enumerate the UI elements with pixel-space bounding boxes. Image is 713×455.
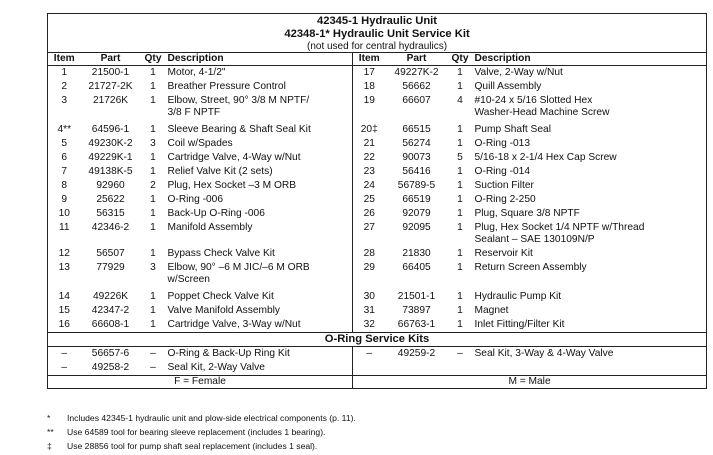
part-number: 66763-1 xyxy=(397,319,436,330)
quantity: 1 xyxy=(150,208,156,219)
item-number: 29 xyxy=(353,261,386,287)
description: Inlet Fitting/Filter Kit xyxy=(474,319,565,330)
quantity: – xyxy=(150,362,156,373)
quantity: 1 xyxy=(457,180,463,191)
quantity: 1 xyxy=(457,319,463,330)
description: 5/16-18 x 2-1/4 Hex Cap Screw xyxy=(474,152,617,163)
footnote-text: Includes 42345-1 hydraulic unit and plow-side electrical components (p. 11). xyxy=(67,413,356,423)
item-number: 21 xyxy=(353,137,386,151)
table-row xyxy=(48,66,707,81)
description: Suction Filter xyxy=(474,180,534,191)
quantity: 5 xyxy=(457,152,463,163)
item-number: 14 xyxy=(58,291,70,302)
quantity: 1 xyxy=(457,305,463,316)
legend-male: M = Male xyxy=(353,376,707,389)
part-number: 56657-6 xyxy=(91,348,130,359)
header-description: Description xyxy=(166,53,353,66)
quantity: – xyxy=(457,348,463,359)
part-number: 49226K xyxy=(92,291,129,302)
part-number: 92960 xyxy=(96,180,125,191)
quantity: 1 xyxy=(150,305,156,316)
item-number: – xyxy=(61,348,68,359)
quantity: 1 xyxy=(457,81,463,92)
item-number: 11 xyxy=(58,222,70,233)
quantity: – xyxy=(150,348,156,359)
item-number: 2 xyxy=(61,81,68,92)
table-row xyxy=(48,165,707,179)
header-description: Description xyxy=(473,53,707,66)
part-number: 49229K-1 xyxy=(88,152,133,163)
title-line-1: 42345-1 Hydraulic Unit xyxy=(317,15,438,27)
item-number: 32 xyxy=(353,318,386,333)
item-number: 13 xyxy=(58,262,70,273)
footnote-mark: * xyxy=(47,413,51,423)
header-qty: Qty xyxy=(141,53,166,66)
description: Manifold Assembly xyxy=(167,222,253,233)
item-number: 23 xyxy=(353,165,386,179)
part-number: 64596-1 xyxy=(91,124,130,135)
part-number: 66519 xyxy=(402,194,431,205)
part-number: 77929 xyxy=(96,262,125,273)
header-part: Part xyxy=(386,53,448,66)
quantity: 1 xyxy=(457,291,463,302)
description: Poppet Check Valve Kit xyxy=(167,291,274,302)
item-number: 16 xyxy=(58,319,70,330)
item-number: 6 xyxy=(61,152,68,163)
footnote-mark: ‡ xyxy=(47,441,52,451)
description: Sleeve Bearing & Shaft Seal Kit xyxy=(167,124,311,135)
item-number: 18 xyxy=(353,80,386,94)
table-row xyxy=(48,247,707,261)
table-title xyxy=(48,14,707,53)
title-line-2: 42348-1* Hydraulic Unit Service Kit xyxy=(284,28,470,40)
table-row xyxy=(48,221,707,247)
part-number: 21501-1 xyxy=(397,291,436,302)
item-number: 20‡ xyxy=(353,120,386,137)
part-number: 49259-2 xyxy=(397,348,436,359)
part-number: 56274 xyxy=(402,138,431,149)
footnote-text: Use 64589 tool for bearing sleeve replacement (includes 1 bearing). xyxy=(67,427,326,437)
part-number: 25622 xyxy=(96,194,125,205)
quantity: 1 xyxy=(150,248,156,259)
quantity: 1 xyxy=(150,124,156,135)
table-row xyxy=(48,120,707,137)
description: Reservoir Kit xyxy=(474,248,533,259)
part-number: 66515 xyxy=(402,124,431,135)
part-number: 92095 xyxy=(402,222,431,233)
header-part: Part xyxy=(81,53,141,66)
table-row xyxy=(48,193,707,207)
quantity: 1 xyxy=(150,95,156,106)
item-number: 22 xyxy=(353,151,386,165)
description: Elbow, 90° –6 M JIC/–6 M ORB w/Screen xyxy=(167,262,310,285)
item-number: – xyxy=(353,347,386,362)
quantity: 1 xyxy=(457,248,463,259)
description: Bypass Check Valve Kit xyxy=(167,248,275,259)
item-number: 26 xyxy=(353,207,386,221)
part-number: 21727-2K xyxy=(88,81,133,92)
description: O-Ring -006 xyxy=(167,194,223,205)
table-row xyxy=(48,304,707,318)
item-number: 15 xyxy=(58,305,70,316)
header-qty: Qty xyxy=(448,53,473,66)
table-row xyxy=(48,318,707,333)
description: Breather Pressure Control xyxy=(167,81,286,92)
table-row xyxy=(48,151,707,165)
part-number: 66405 xyxy=(402,262,431,273)
legend-female: F = Female xyxy=(48,376,353,389)
quantity: 1 xyxy=(457,124,463,135)
table-row xyxy=(48,80,707,94)
quantity: 1 xyxy=(150,291,156,302)
table-row xyxy=(48,94,707,120)
empty-cell xyxy=(353,361,707,376)
header-item: Item xyxy=(353,53,386,66)
title-line-3: (not used for central hydraulics) xyxy=(306,41,448,52)
table-row xyxy=(48,179,707,193)
description: O-Ring -014 xyxy=(474,166,530,177)
item-number: 27 xyxy=(353,221,386,247)
item-number: 30 xyxy=(353,287,386,304)
table-row xyxy=(48,287,707,304)
description: O-Ring 2-250 xyxy=(474,194,536,205)
quantity: 1 xyxy=(457,138,463,149)
part-number: 21830 xyxy=(402,248,431,259)
table-row xyxy=(48,361,707,376)
table-row xyxy=(48,261,707,287)
quantity: 1 xyxy=(150,319,156,330)
description: Hydraulic Pump Kit xyxy=(474,291,562,302)
description: Quill Assembly xyxy=(474,81,542,92)
parts-table xyxy=(47,13,707,389)
oring-section-title: O-Ring Service Kits xyxy=(48,333,707,347)
table-row xyxy=(48,207,707,221)
quantity: 3 xyxy=(150,138,156,149)
part-number: 56416 xyxy=(402,166,431,177)
description: Cartridge Valve, 3-Way w/Nut xyxy=(167,319,301,330)
quantity: 1 xyxy=(150,152,156,163)
quantity: 1 xyxy=(150,194,156,205)
description: Elbow, Street, 90° 3/8 M NPTF/ 3/8 F NPTF xyxy=(167,95,310,118)
description: Seal Kit, 3-Way & 4-Way Valve xyxy=(474,348,614,359)
item-number: 12 xyxy=(58,248,70,259)
description: Plug, Hex Socket 1/4 NPTF w/Thread Sealant – SAE 130109N/P xyxy=(474,222,645,245)
item-number: 19 xyxy=(353,94,386,120)
footnote xyxy=(47,425,707,439)
footnote-mark: ** xyxy=(47,427,54,437)
description: Valve, 2-Way w/Nut xyxy=(474,67,563,78)
quantity: 4 xyxy=(457,95,463,106)
description: O-Ring -013 xyxy=(474,138,530,149)
quantity: 1 xyxy=(150,67,156,78)
description: Valve Manifold Assembly xyxy=(167,305,280,316)
description: Plug, Hex Socket –3 M ORB xyxy=(167,180,297,191)
part-number: 49227K-2 xyxy=(394,67,439,78)
item-number: 3 xyxy=(61,95,68,106)
table-row xyxy=(48,347,707,362)
item-number: 9 xyxy=(61,194,68,205)
part-number: 73897 xyxy=(402,305,431,316)
part-number: 56662 xyxy=(402,81,431,92)
item-number: 25 xyxy=(353,193,386,207)
item-number: 4** xyxy=(57,124,72,135)
item-number: 10 xyxy=(58,208,70,219)
quantity: 1 xyxy=(457,67,463,78)
part-number: 49230K-2 xyxy=(88,138,133,149)
description: Back-Up O-Ring -006 xyxy=(167,208,265,219)
part-number: 21500-1 xyxy=(91,67,130,78)
description: Coil w/Spades xyxy=(167,138,233,149)
part-number: 56507 xyxy=(96,248,125,259)
quantity: 1 xyxy=(457,262,463,273)
item-number: 17 xyxy=(353,66,386,81)
description: Relief Valve Kit (2 sets) xyxy=(167,166,273,177)
item-number: 1 xyxy=(61,67,68,78)
part-number: 21726K xyxy=(92,95,129,106)
item-number: 8 xyxy=(61,180,68,191)
quantity: 2 xyxy=(150,180,156,191)
description: #10-24 x 5/16 Slotted Hex Washer-Head Machine Screw xyxy=(474,95,610,118)
part-number: 49258-2 xyxy=(91,362,130,373)
item-number: 24 xyxy=(353,179,386,193)
quantity: 1 xyxy=(457,166,463,177)
description: Magnet xyxy=(474,305,509,316)
footnote xyxy=(47,411,707,425)
item-number: 28 xyxy=(353,247,386,261)
header-item: Item xyxy=(48,53,81,66)
footnote-text: Use 28856 tool for pump shaft seal replacement (includes 1 seal). xyxy=(67,441,318,451)
description: Return Screen Assembly xyxy=(474,262,587,273)
quantity: 1 xyxy=(150,81,156,92)
quantity: 3 xyxy=(150,262,156,273)
table-row xyxy=(48,137,707,151)
description: O-Ring & Back-Up Ring Kit xyxy=(167,348,290,359)
item-number: – xyxy=(61,362,68,373)
part-number: 56315 xyxy=(96,208,125,219)
item-number: 5 xyxy=(61,138,68,149)
quantity: 1 xyxy=(457,208,463,219)
part-number: 42347-2 xyxy=(91,305,130,316)
footnote xyxy=(47,439,707,453)
quantity: 1 xyxy=(150,166,156,177)
description: Motor, 4-1/2" xyxy=(167,67,226,78)
quantity: 1 xyxy=(457,222,463,233)
parts-list-sheet xyxy=(47,13,706,389)
part-number: 66608-1 xyxy=(91,319,130,330)
part-number: 56789-5 xyxy=(397,180,436,191)
part-number: 49138K-5 xyxy=(88,166,133,177)
part-number: 42346-2 xyxy=(91,222,130,233)
description: Seal Kit, 2-Way Valve xyxy=(167,362,265,373)
footnotes xyxy=(47,411,707,453)
quantity: 1 xyxy=(457,194,463,205)
part-number: 66607 xyxy=(402,95,431,106)
item-number: 7 xyxy=(61,166,68,177)
description: Cartridge Valve, 4-Way w/Nut xyxy=(167,152,301,163)
description: Pump Shaft Seal xyxy=(474,124,551,135)
part-number: 90073 xyxy=(402,152,431,163)
quantity: 1 xyxy=(150,222,156,233)
item-number: 31 xyxy=(353,304,386,318)
description: Plug, Square 3/8 NPTF xyxy=(474,208,580,219)
part-number: 92079 xyxy=(402,208,431,219)
